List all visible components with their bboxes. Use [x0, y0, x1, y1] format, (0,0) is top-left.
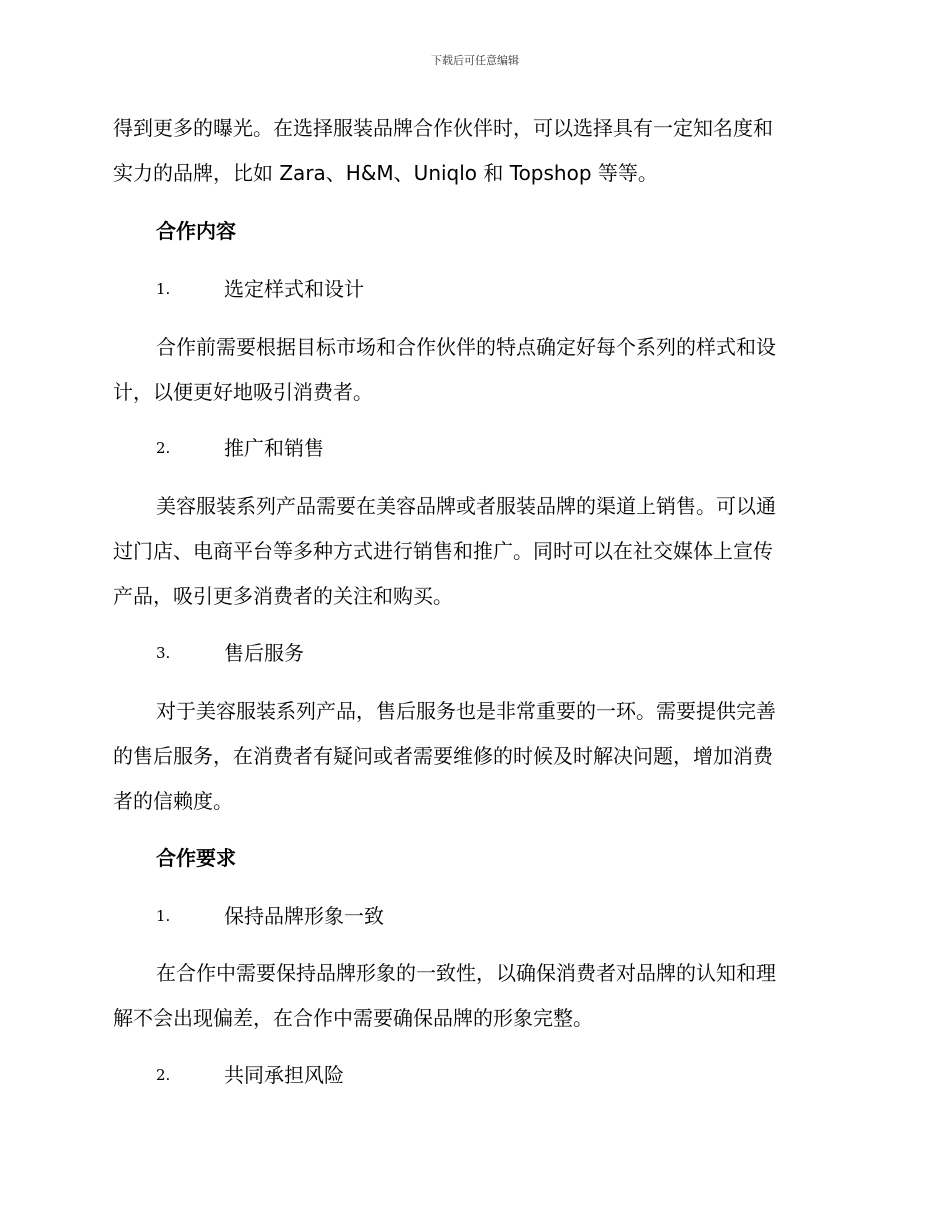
list-item-title: 共同承担风险 [224, 1063, 344, 1087]
body-text: 解不会出现偏差，在合作中需要确保品牌的形象完整。 [113, 1006, 593, 1030]
list-number: 1. [156, 907, 171, 925]
list-number: 2. [156, 1066, 171, 1084]
body-text: 在合作中需要保持品牌形象的一致性，以确保消费者对品牌的认知和理 [156, 961, 776, 985]
body-text: 者的信赖度。 [113, 789, 233, 813]
list-item-title: 推广和销售 [224, 436, 324, 460]
list-number: 1. [156, 280, 171, 298]
body-text: 过门店、电商平台等多种方式进行销售和推广。同时可以在社交媒体上宣传 [113, 539, 773, 563]
body-text: 产品，吸引更多消费者的关注和购买。 [113, 584, 453, 608]
body-text: 得到更多的曝光。在选择服装品牌合作伙伴时，可以选择具有一定知名度和 [113, 116, 773, 140]
body-text: 对于美容服装系列产品，售后服务也是非常重要的一环。需要提供完善 [156, 699, 776, 723]
page-header: 下载后可任意编辑 [431, 54, 519, 67]
body-text: 计，以便更好地吸引消费者。 [113, 380, 373, 404]
list-item-title: 售后服务 [224, 641, 304, 665]
section-heading: 合作要求 [156, 846, 236, 870]
section-heading: 合作内容 [156, 219, 236, 243]
list-item-title: 保持品牌形象一致 [224, 904, 384, 928]
list-number: 3. [156, 644, 171, 662]
list-number: 2. [156, 439, 171, 457]
body-text: 实力的品牌，比如 Zara、H&M、Uniqlo 和 Topshop 等等。 [113, 161, 658, 185]
body-text: 的售后服务，在消费者有疑问或者需要维修的时候及时解决问题，增加消费 [113, 744, 773, 768]
list-item-title: 选定样式和设计 [224, 277, 364, 301]
body-text: 合作前需要根据目标市场和合作伙伴的特点确定好每个系列的样式和设 [156, 335, 776, 359]
body-text: 美容服装系列产品需要在美容品牌或者服装品牌的渠道上销售。可以通 [156, 494, 776, 518]
